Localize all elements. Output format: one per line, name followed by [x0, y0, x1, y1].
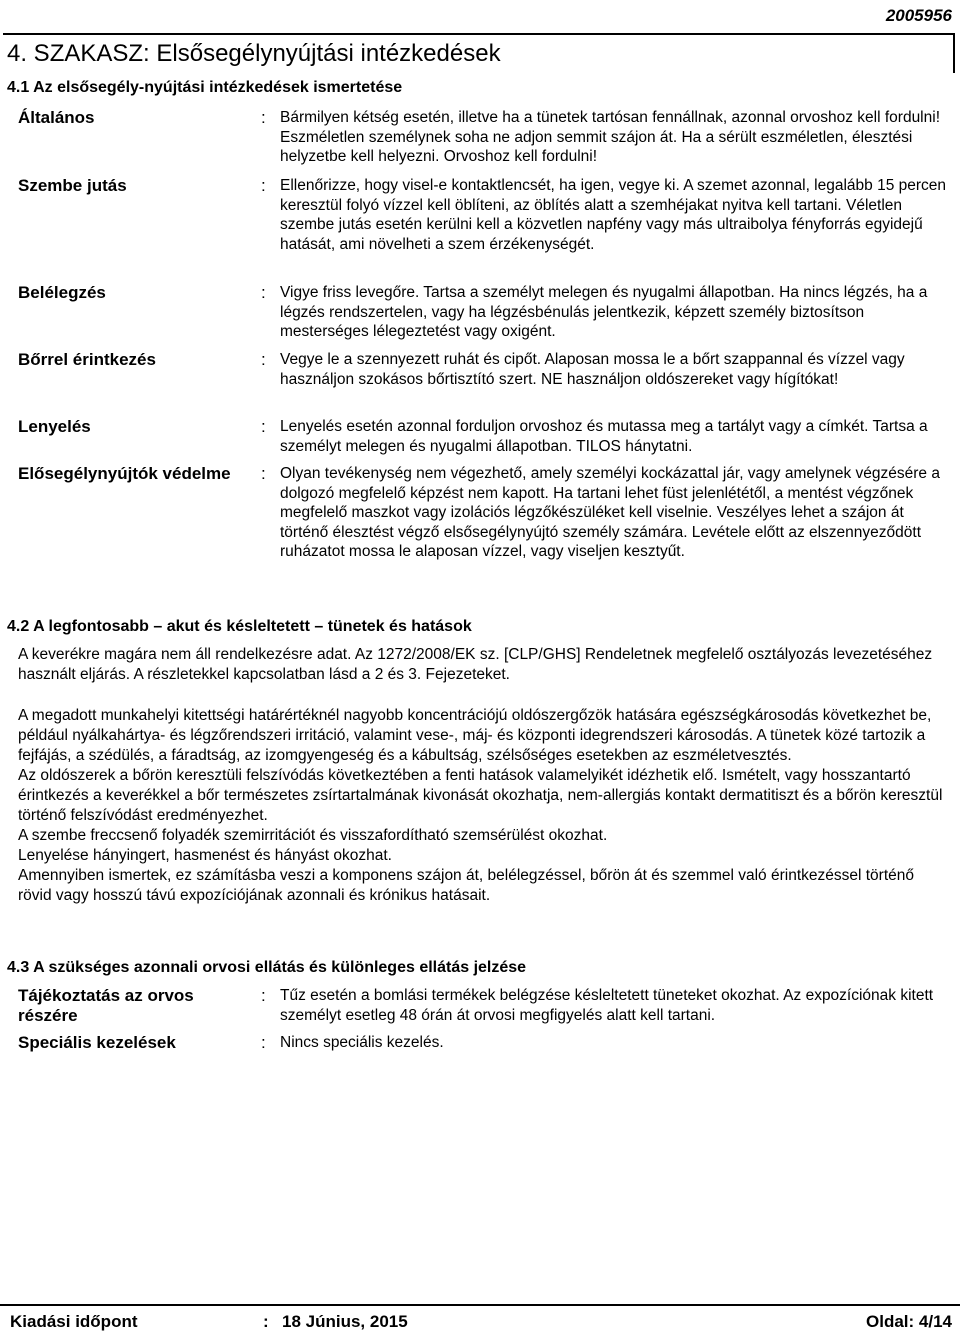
- row-text: Olyan tevékenység nem végezhető, amely személyi kockázattal jár, vagy amelynek végzésére a dolgozó megfelelő képzést nem kapott. Ha tartani lehet füst jelenlététől, a mentést végzőnek megfelelő maszkot vagy izolációs légzőkészüléket kell viselnie. Veszélyes lehet a szájon át történő élesztést végző elsősegélynyújtó személy számára. Levétele előtt az elszennyeződött ruházatot mossa le alaposan vízzel, vagy viseljen kesztyűt.: [280, 465, 940, 560]
- row-text: Bármilyen kétség esetén, illetve ha a tünetek tartósan fennállnak, azonnal orvoshoz kell fordulni! Eszméletlen személynek soha ne adjon semmit szájon át. Ha a sérült eszméletlen, élesztési helyzetbe kell helyezni. Orvoshoz kell fordulni!: [280, 109, 940, 165]
- symptoms-intro: [18, 645, 948, 685]
- row-colon: :: [261, 108, 266, 127]
- row-colon: :: [261, 1033, 266, 1052]
- subsection-4-2-title: 4.2 A legfontosabb – akut és késleltetett – tünetek és hatások: [7, 618, 472, 635]
- row-colon: :: [261, 986, 266, 1005]
- section-title: 4. SZAKASZ: Elsősegélynyújtási intézkedések: [7, 40, 501, 67]
- row-label: Általános: [18, 108, 95, 127]
- paragraph: Amennyiben ismertek, ez számításba veszi a komponens szájon át, belélegzéssel, bőrön át és szemmel való érintkezéssel történő rövid vagy hosszú távú expozíciójának azonnali és krónikus hatásait.: [18, 867, 914, 904]
- paragraph: A szembe freccsenő folyadék szemirritációt és visszafordítható szemsérülést okozhat.: [18, 827, 608, 844]
- footer-page-number: Oldal: 4/14: [866, 1312, 952, 1331]
- footer-issue-date: 18 Június, 2015: [282, 1312, 408, 1331]
- symptoms-details: [18, 706, 948, 906]
- row-label: Speciális kezelések: [18, 1033, 176, 1052]
- row-text: Lenyelés esetén azonnal forduljon orvoshoz és mutassa meg a tartályt vagy a címkét. Tartsa a személyt melegen és nyugalmi állapotban. TILOS hánytatni.: [280, 418, 928, 455]
- row-colon: :: [261, 176, 266, 195]
- footer-colon: :: [263, 1312, 269, 1331]
- footer-divider: [0, 1304, 960, 1306]
- row-text: Ellenőrizze, hogy visel-e kontaktlencsét, ha igen, vegye ki. A szemet azonnal, legalább 15 percen keresztül folyó vízzel kell öblíteni, az öblítés alatt a szemhéjakat nyitva kell tartani. Véletlen szembe jutás esetén kerülni kell a közvetlen napfény vagy más ultraibolya fényforrás egyidejű hatását, ami növelheti a szem érzékenységét.: [280, 177, 947, 253]
- row-colon: :: [261, 350, 266, 369]
- subsection-4-3-title: 4.3 A szükséges azonnali orvosi ellátás és különleges ellátás jelzése: [7, 959, 527, 976]
- row-text: Vigye friss levegőre. Tartsa a személyt melegen és nyugalmi állapotban. Ha nincs légzés, ha a légzés rendszertelen, vagy ha légzésbénulás jelentkezik, képzett személy biztosítson mesterséges lélegeztetést vagy oxigént.: [280, 284, 928, 340]
- row-label: Belélegzés: [18, 283, 106, 302]
- row-label: Szembe jutás: [18, 176, 127, 195]
- row-label: Elősegélynyújtók védelme: [18, 464, 231, 483]
- row-colon: :: [261, 283, 266, 302]
- row-label: Bőrrel érintkezés: [18, 350, 156, 369]
- row-colon: :: [261, 464, 266, 483]
- paragraph: A megadott munkahelyi kitettségi határértéknél nagyobb koncentrációjú oldószergőzök hatására egészségkárosodás következhet be, például nyálkahártya- és légzőrendszeri irritáció, valamint vese-, máj- és központi idegrendszeri károsodás. A tünetek közé tartozik a fejfájás, a szédülés, a fáradtság, az izomgyengeség és a kábultság, szélsőséges esetekben az eszméletvesztés.: [18, 707, 932, 764]
- row-colon: :: [261, 417, 266, 436]
- row-text: Vegye le a szennyezett ruhát és cipőt. Alaposan mossa le a bőrt szappannal és vízzel vagy használjon szokásos bőrtisztító szert. NE használjon oldószereket vagy hígítókat!: [280, 351, 905, 388]
- row-text: Nincs speciális kezelés.: [280, 1034, 444, 1051]
- subsection-4-1-title: 4.1 Az elsősegély-nyújtási intézkedések ismertetése: [7, 79, 403, 96]
- paragraph: A keverékre magára nem áll rendelkezésre adat. Az 1272/2008/EK sz. [CLP/GHS] Rendeletnek megfelelő osztályozás levezetéséhez használt eljárás. A részletekkel kapcsolatban lásd a 2 és 3. Fejezeteket.: [18, 646, 933, 683]
- row-label: Tájékoztatás az orvos részére: [18, 986, 194, 1025]
- paragraph: Lenyelése hányingert, hasmenést és hányást okozhat.: [18, 847, 392, 864]
- document-number: 2005956: [885, 6, 952, 25]
- row-text: Tűz esetén a bomlási termékek belégzése késleltetett tüneteket okozhat. Az expozíciónak kitett személyt esetleg 48 órán át orvosi megfigyelés alatt kell tartani.: [280, 987, 934, 1024]
- footer-issue-label: Kiadási időpont: [10, 1312, 138, 1331]
- row-label: Lenyelés: [18, 417, 91, 436]
- paragraph: Az oldószerek a bőrön keresztüli felszívódás következtében a fenti hatások valamelyikét idézhetik elő. Ismételt, vagy hosszantartó érintkezés a keverékkel a bőr természetes zsírtartalmának kivonását okozhatja, nem-allergiás kontakt dermatitiszt és a bőrön keresztül történő felszívódást eredményezhet.: [18, 767, 943, 824]
